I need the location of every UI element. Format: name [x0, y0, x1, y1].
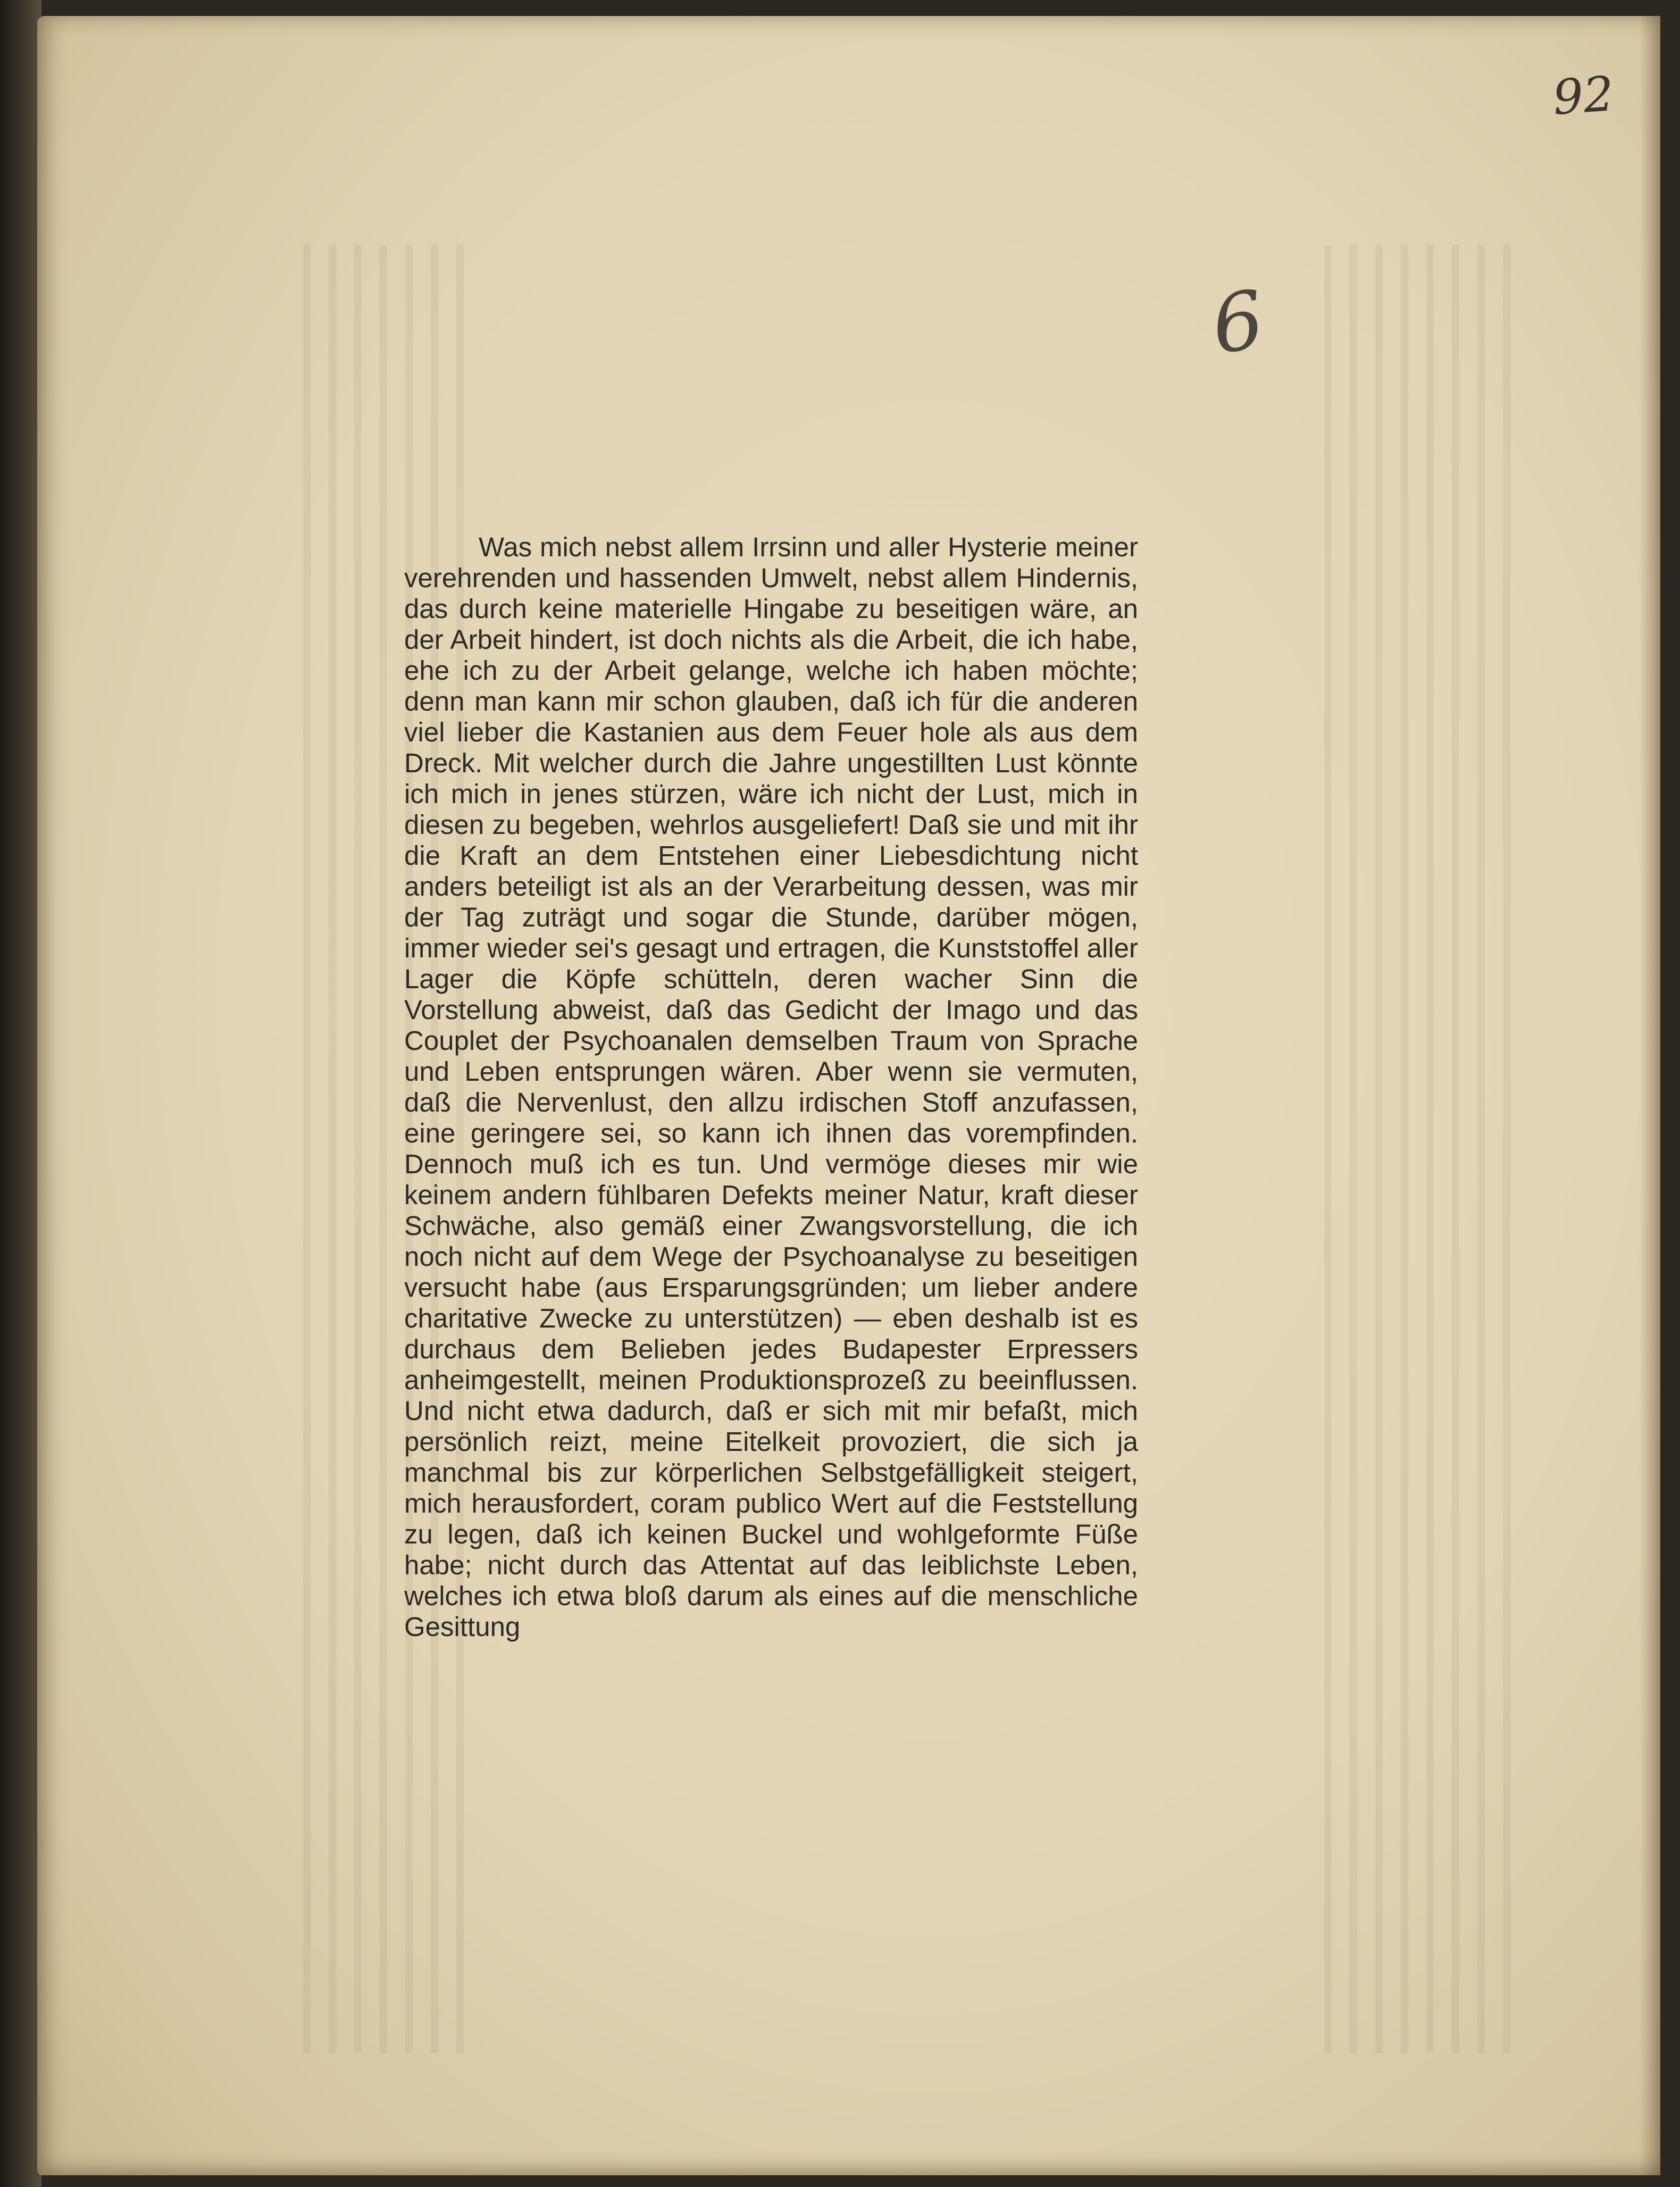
book-spine	[0, 0, 41, 2187]
bleed-through-right	[1324, 245, 1516, 2053]
page-edge-shadow	[1639, 16, 1660, 2175]
body-paragraph: Was mich nebst allem Irrsinn und aller Hysterie meiner verehrenden und hassenden Umwelt, nebst allem Hindernis, das durch keine materielle Hingabe zu beseitigen wäre, an der Arbeit hindert, ist doch nichts als die Arbeit, die ich habe, ehe ich zu der Arbeit gelange, welche ich haben möchte; denn man kann mir schon glauben, daß ich für die anderen viel lieber die Kastanien aus dem Feuer hole als aus dem Dreck. Mit welcher durch die Jahre ungestillten Lust könnte ich mich in jenes stürzen, wäre ich nicht der Lust, mich in diesen zu begeben, wehrlos ausgeliefert! Daß sie und mit ihr die Kraft an dem Entstehen einer Liebesdichtung nicht anders beteiligt ist als an der Verarbeitung dessen, was mir der Tag zuträgt und sogar die Stunde, darüber mögen, immer wieder sei's gesagt und ertragen, die Kunststoffel aller Lager die Köpfe schütteln, deren wacher Sinn die Vorstellung abweist, daß das Gedicht der Imago und das Couplet der Psychoanalen demselben Traum von Sprache und Leben entsprungen wären. Aber wenn sie vermuten, daß die Nervenlust, den allzu irdischen Stoff anzufassen, eine geringere sei, so kann ich ihnen das vorempfinden. Dennoch muß ich es tun. Und vermöge dieses mir wie keinem andern fühlbaren Defekts meiner Natur, kraft dieser Schwäche, also gemäß einer Zwangsvorstellung, die ich noch nicht auf dem Wege der Psychoanalyse zu beseitigen versucht habe (aus Ersparungsgründen; um lieber andere charitative Zwecke zu unterstützen) — eben deshalb ist es durchaus dem Belieben jedes Budapester Erpressers anheimgestellt, meinen Produktionsprozeß zu beeinflussen. Und nicht etwa dadurch, daß er sich mit mir befaßt, mich persönlich reizt, meine Eitelkeit provoziert, die sich ja manchmal bis zur körperlichen Selbstgefälligkeit steigert, mich herausfordert, coram publico Wert auf die Feststellung zu legen, daß ich keinen Buckel und wohlgeformte Füße habe; nicht durch das Attentat auf das leiblichste Leben, welches ich etwa bloß darum als eines auf die menschliche Gesittung	[404, 532, 1138, 1642]
handwritten-sheet-mark: 6	[1206, 273, 1270, 372]
handwritten-folio-number: 92	[1551, 66, 1616, 126]
body-text-block	[404, 532, 1138, 1642]
